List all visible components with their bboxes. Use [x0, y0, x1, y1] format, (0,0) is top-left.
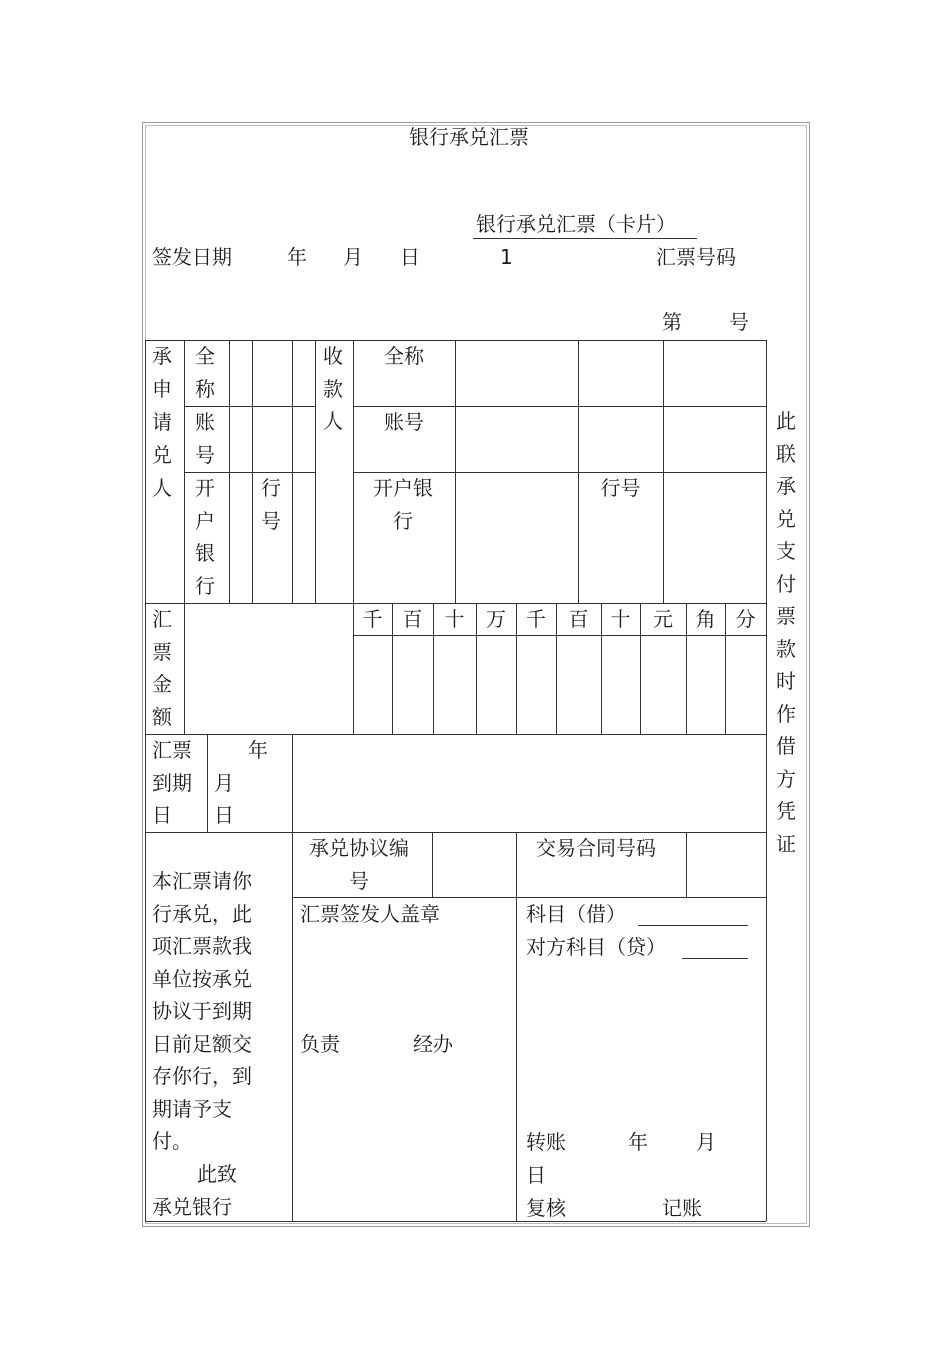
- issue-month-label: 月: [343, 245, 363, 269]
- form-title: 银行承兑汇票: [409, 125, 529, 149]
- amount-unit-qian2: 千: [526, 607, 546, 631]
- amount-unit-fen: 分: [735, 607, 756, 631]
- copy-number: 1: [500, 245, 513, 269]
- payee-bank-code-label: 行号: [600, 476, 641, 500]
- agreement-no-label: 承兑协议编号: [309, 836, 409, 893]
- amount-unit-bai: 百: [402, 607, 423, 631]
- sequence-di-label: 第: [662, 310, 682, 334]
- applicant-bank-code-label: 行号: [261, 476, 281, 533]
- amount-unit-jiao: 角: [695, 607, 716, 631]
- grid-line: [686, 832, 687, 897]
- bill-number-label: 汇票号码: [656, 245, 736, 269]
- issue-day-label: 日: [400, 245, 420, 269]
- grid-line: [516, 832, 517, 1221]
- grid-line: [455, 340, 456, 603]
- salutation: 此致: [197, 1162, 237, 1186]
- grid-line: [145, 734, 766, 735]
- form-subtitle: 银行承兑汇票（卡片）: [476, 212, 676, 236]
- amount-unit-shi2: 十: [610, 607, 631, 631]
- due-day-label: 日: [214, 803, 234, 827]
- request-text: 本汇票请你行承兑，此项汇票款我单位按承兑协议于到期日前足额交存你行，到期请予支付。: [152, 869, 252, 1153]
- grid-line: [229, 340, 230, 603]
- payee-bank-label: 开户银行: [373, 476, 433, 533]
- applicant-label: 承申请兑人: [152, 344, 172, 500]
- subject-debit-line: [638, 925, 748, 926]
- grid-line: [184, 340, 185, 734]
- handler-label: 经办: [413, 1032, 453, 1056]
- grid-line: [432, 832, 433, 897]
- transfer-month-label: 月: [696, 1130, 716, 1154]
- payee-label: 收款人: [323, 344, 343, 433]
- grid-line: [663, 340, 664, 603]
- counter-subject-line: [682, 958, 748, 959]
- payee-full-name-label: 全称: [384, 344, 424, 368]
- issuer-seal-label: 汇票签发人盖章: [300, 902, 440, 926]
- transfer-label: 转账: [526, 1130, 566, 1154]
- amount-unit-qian: 千: [362, 607, 383, 631]
- transfer-day-label: 日: [526, 1163, 546, 1187]
- applicant-bank-label: 开户银行: [195, 476, 215, 598]
- grid-line: [315, 340, 316, 603]
- applicant-full-name-label: 全称: [195, 344, 215, 401]
- amount-unit-shi: 十: [444, 607, 465, 631]
- review-label: 复核: [526, 1196, 566, 1220]
- issue-year-label: 年: [287, 245, 307, 269]
- amount-unit-wan: 万: [486, 607, 506, 631]
- amount-label: 汇票金额: [152, 607, 172, 729]
- due-date-label: 汇票到期日: [152, 738, 192, 827]
- due-month-label: 月: [214, 771, 234, 795]
- payee-account-label: 账号: [384, 410, 424, 434]
- contract-no-label: 交易合同号码: [536, 836, 656, 860]
- transfer-year-label: 年: [628, 1130, 648, 1154]
- grid-line: [145, 340, 146, 1221]
- side-note: 此联承兑支付票款时作借方凭证: [776, 409, 796, 856]
- grid-line: [766, 340, 767, 1221]
- applicant-account-label: 账号: [195, 410, 215, 467]
- subtitle-underline: [473, 238, 697, 239]
- subject-debit-label: 科目（借）: [526, 902, 626, 926]
- amount-unit-bai2: 百: [568, 607, 589, 631]
- sequence-hao-label: 号: [729, 310, 749, 334]
- grid-line: [353, 340, 354, 734]
- due-year-label: 年: [248, 738, 268, 762]
- grid-line: [292, 734, 293, 1221]
- grid-line: [292, 340, 293, 603]
- bookkeeping-label: 记账: [662, 1196, 702, 1220]
- issue-date-label: 签发日期: [152, 245, 232, 269]
- grid-line: [207, 734, 208, 832]
- amount-unit-yuan: 元: [653, 607, 673, 631]
- responsible-label: 负责: [300, 1032, 340, 1056]
- grid-line: [145, 832, 766, 833]
- grid-line: [252, 340, 253, 603]
- addressee: 承兑银行: [152, 1195, 232, 1219]
- counter-subject-label: 对方科目（贷）: [526, 935, 666, 959]
